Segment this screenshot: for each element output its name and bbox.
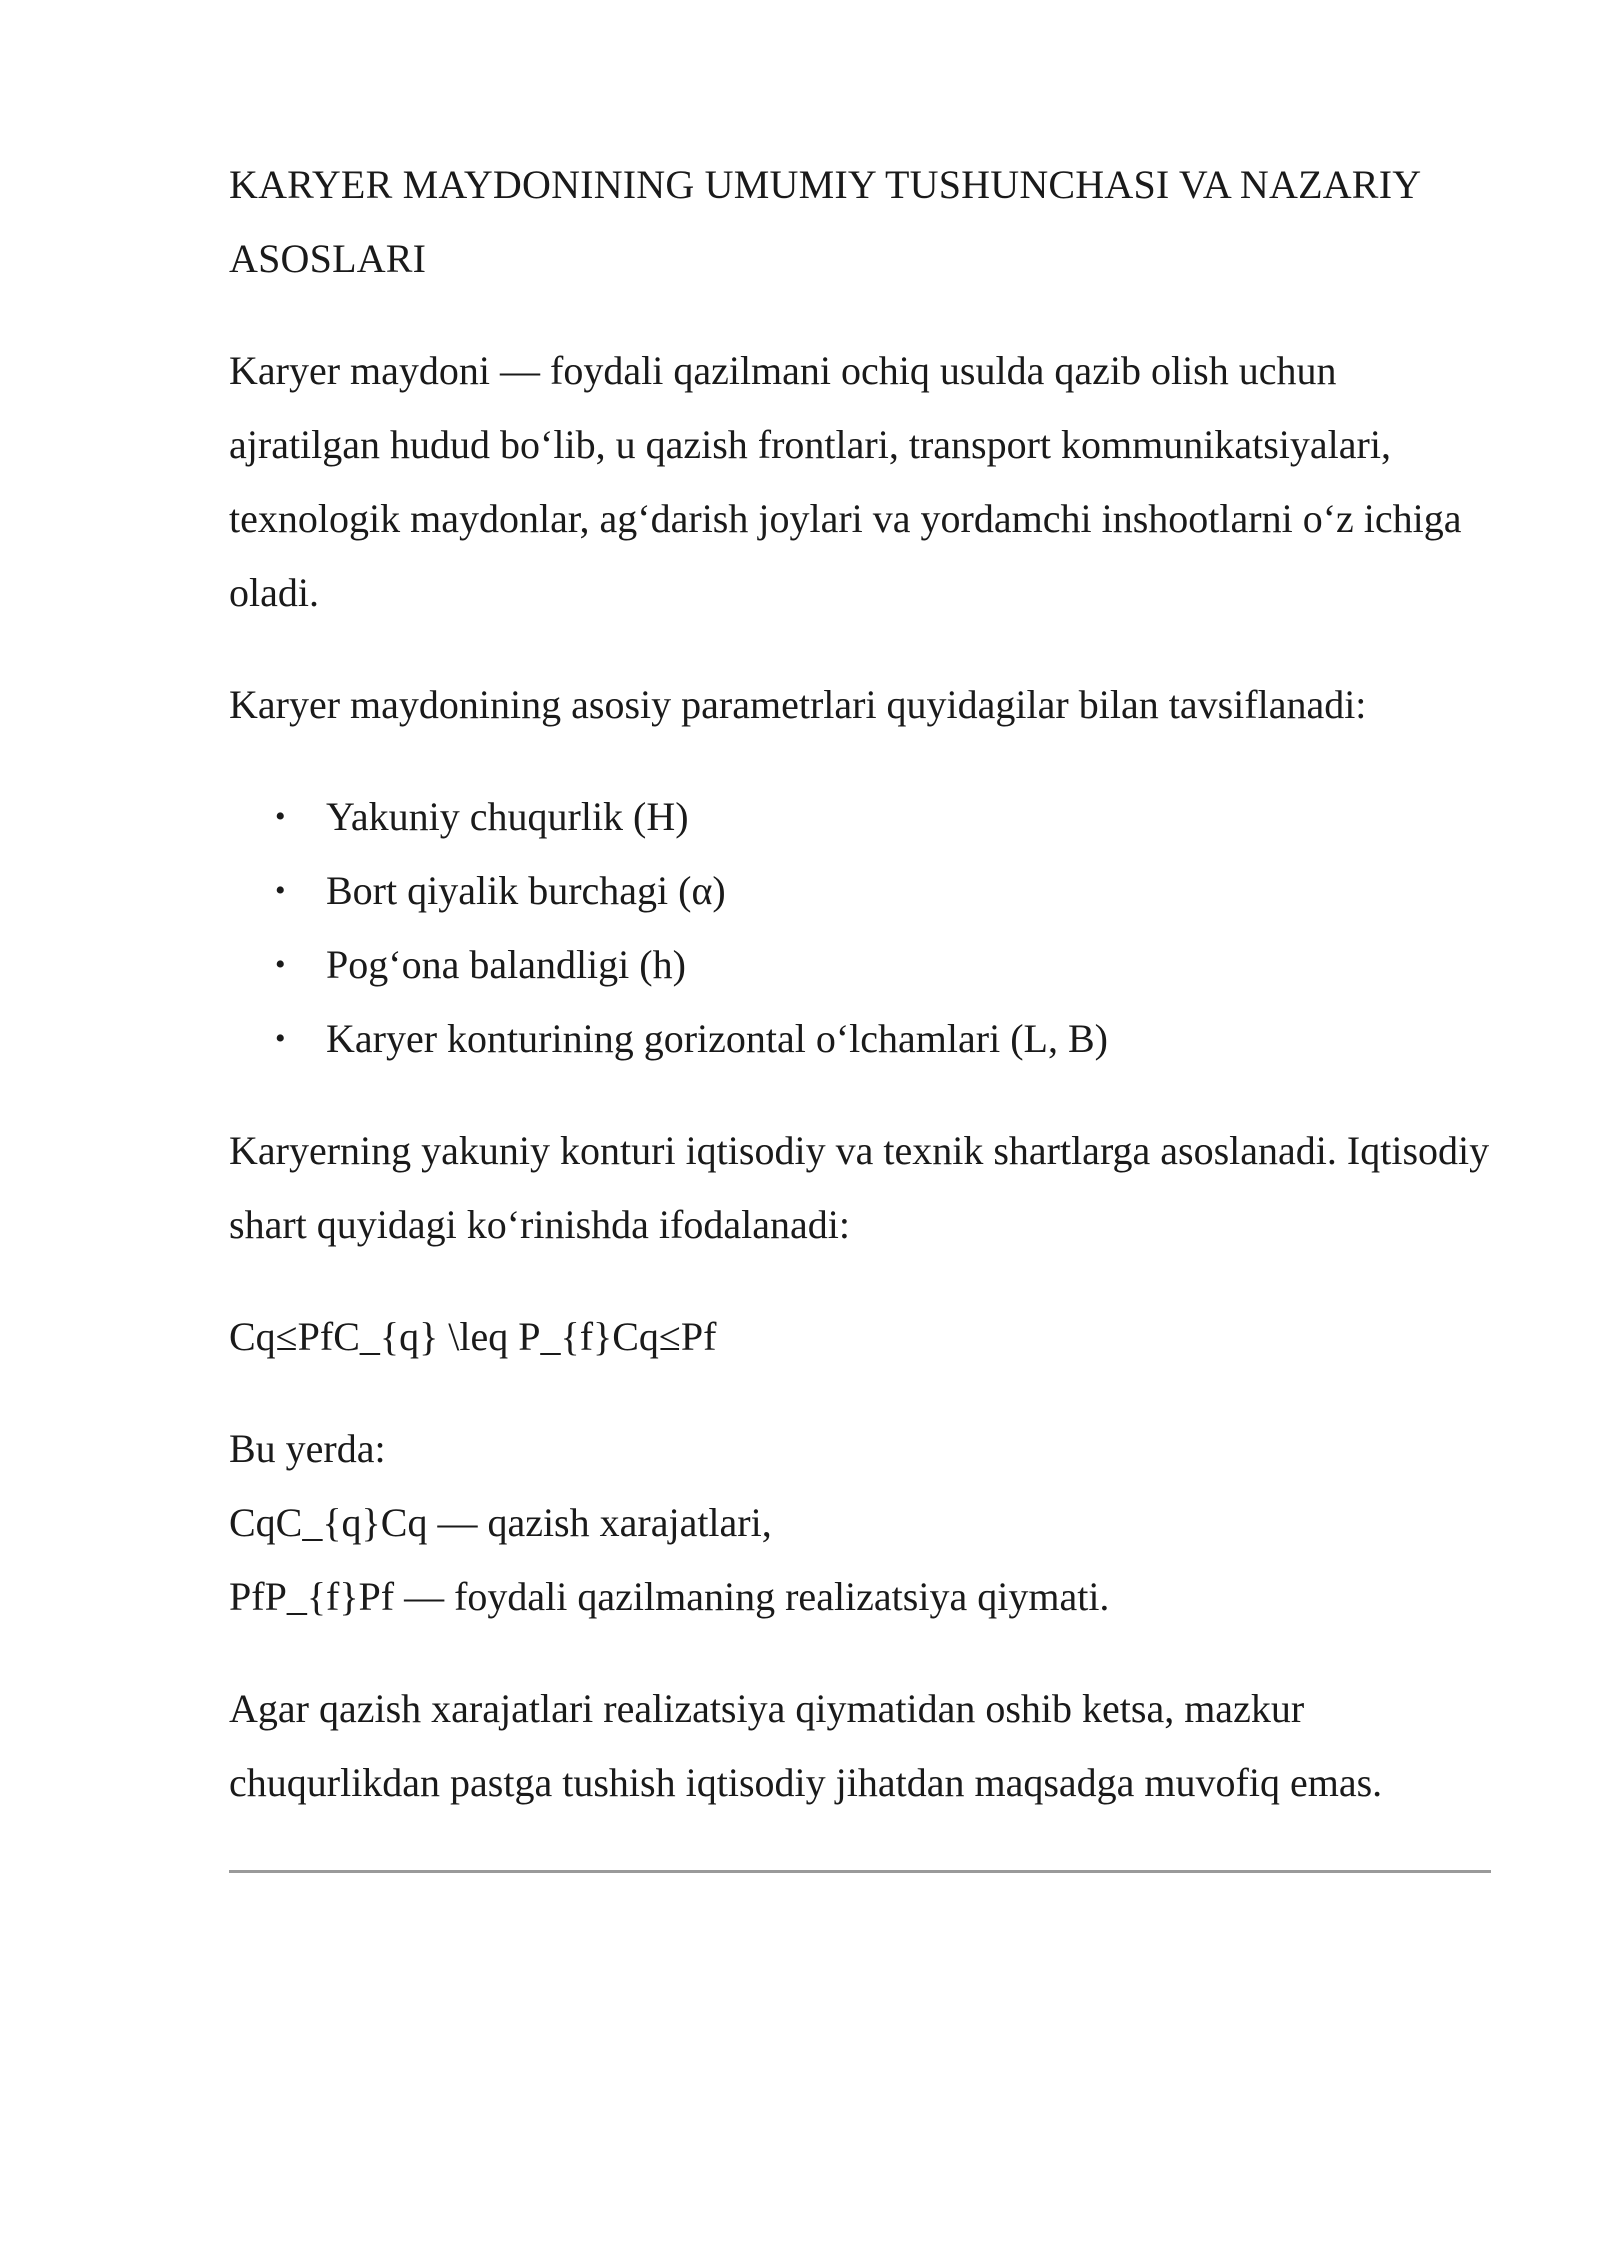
intro-paragraph: Karyer maydoni — foydali qazilmani ochiq usulda qazib olish uchun ajratilgan hudud bo‘lib, u qazish frontlari, transport kommunikatsiyalari, texnologik maydonlar, ag‘darish joylari va yordamchi inshootlarni o‘z ichiga oladi. <box>229 348 1462 615</box>
bullet-icon: • <box>275 1022 286 1055</box>
definition-price: PfP_{f}Pf — foydali qazilmaning realizatsiya qiymati. <box>229 1574 1110 1619</box>
list-item-text: Karyer konturining gorizontal o‘lchamlari (L, B) <box>326 1016 1108 1061</box>
horizontal-divider <box>229 1870 1491 1873</box>
definitions-heading: Bu yerda: <box>229 1426 386 1471</box>
list-item-text: Pog‘ona balandligi (h) <box>326 942 686 987</box>
list-item-text: Bort qiyalik burchagi (α) <box>326 868 726 913</box>
bullet-icon: • <box>275 874 286 907</box>
definitions-block <box>229 1412 1491 1634</box>
document-page <box>229 148 1491 1873</box>
bullet-icon: • <box>275 948 286 981</box>
params-lead-paragraph: Karyer maydonining asosiy parametrlari quyidagilar bilan tavsiflanadi: <box>229 682 1367 727</box>
definition-cost: CqC_{q}Cq — qazish xarajatlari, <box>229 1500 772 1545</box>
formula: Cq≤PfC_{q} \leq P_{f}Cq≤Pf <box>229 1314 717 1359</box>
contour-paragraph: Karyerning yakuniy konturi iqtisodiy va texnik shartlarga asoslanadi. Iqtisodiy shart quyidagi ko‘rinishda ifodalanadi: <box>229 1128 1490 1247</box>
list-item <box>229 780 1491 854</box>
list-item-text: Yakuniy chuqurlik (H) <box>326 794 689 839</box>
params-list <box>229 780 1491 1076</box>
conclusion-paragraph: Agar qazish xarajatlari realizatsiya qiymatidan oshib ketsa, mazkur chuqurlikdan pastga tushish iqtisodiy jihatdan maqsadga muvofiq emas. <box>229 1686 1383 1805</box>
list-item <box>229 928 1491 1002</box>
bullet-icon: • <box>275 800 286 833</box>
list-item <box>229 854 1491 928</box>
list-item <box>229 1002 1491 1076</box>
document-title: KARYER MAYDONINING UMUMIY TUSHUNCHASI VA NAZARIY ASOSLARI <box>229 162 1420 281</box>
